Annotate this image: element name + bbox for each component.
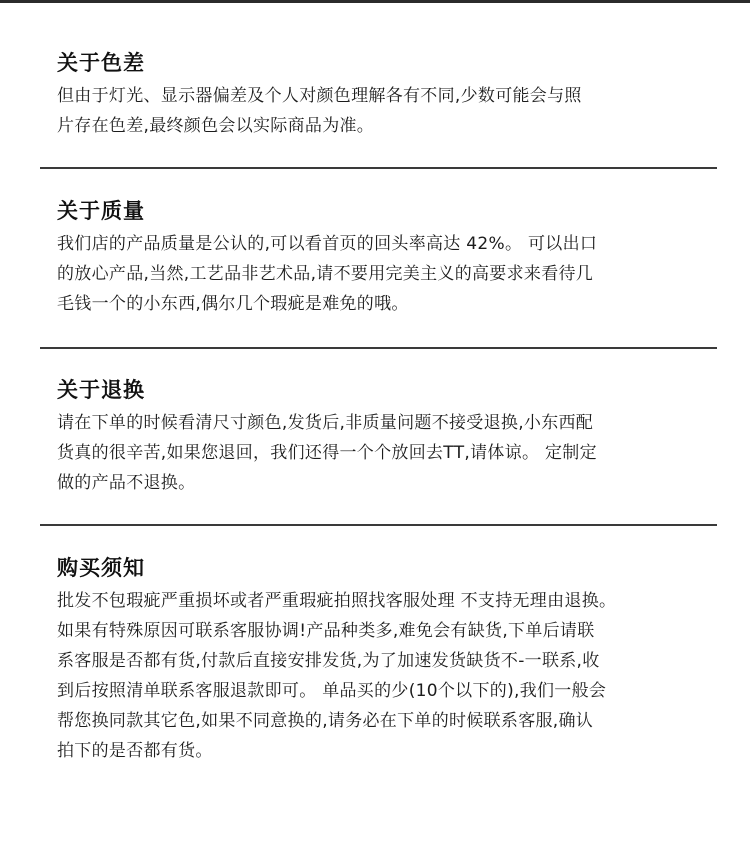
paragraph-line: 的放心产品,当然,工艺品非艺术品,请不要用完美主义的高要求来看待几 [57,264,594,284]
section-title: 关于退换 [57,378,145,402]
paragraph-line: 但由于灯光、显示器偏差及个人对颜色理解各有不同,少数可能会与照 [57,86,582,106]
section-title: 关于质量 [57,199,145,223]
section-divider [40,347,717,349]
paragraph-line: 货真的很辛苦,如果您退回，我们还得一个个放回去TT,请体谅。 定制定 [57,443,597,463]
section-quality [57,198,747,319]
section-purchase-notice [57,555,747,766]
section-title: 关于色差 [57,51,145,75]
section-divider [40,524,717,526]
top-border [0,0,750,3]
section-color-difference [57,50,747,141]
paragraph-line: 如果有特殊原因可联系客服协调!产品种类多,难免会有缺货,下单后请联 [57,621,595,641]
paragraph-line: 做的产品不退换。 [57,473,196,493]
section-divider [40,167,717,169]
section-returns [57,377,747,498]
section-title: 购买须知 [57,556,145,580]
paragraph-line: 我们店的产品质量是公认的,可以看首页的回头率高达 42%。 可以出口 [57,234,598,254]
paragraph-line: 片存在色差,最终颜色会以实际商品为准。 [57,116,375,136]
paragraph-line: 请在下单的时候看清尺寸颜色,发货后,非质量问题不接受退换,小东西配 [57,413,594,433]
paragraph-line: 批发不包瑕疵严重损坏或者严重瑕疵拍照找客服处理 不支持无理由退换。 [57,591,617,611]
paragraph-line: 到后按照清单联系客服退款即可。 单品买的少(10个以下的),我们一般会 [57,681,607,701]
paragraph-line: 拍下的是否都有货。 [57,741,213,761]
paragraph-line: 毛钱一个的小东西,偶尔几个瑕疵是难免的哦。 [57,294,409,314]
paragraph-line: 帮您换同款其它色,如果不同意换的,请务必在下单的时候联系客服,确认 [57,711,594,731]
paragraph-line: 系客服是否都有货,付款后直接安排发货,为了加速发货缺货不-一联系,收 [57,651,600,671]
